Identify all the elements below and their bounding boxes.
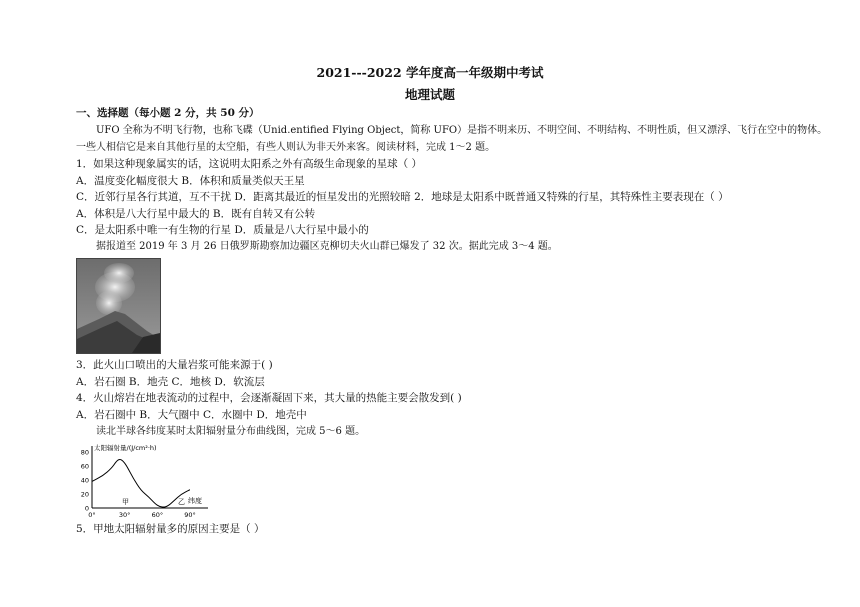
y-tick-label: 0 bbox=[84, 504, 89, 513]
y-tick-label: 40 bbox=[80, 476, 89, 485]
x-axis-label: 纬度 bbox=[188, 497, 202, 505]
section-heading: 一、选择题（每小题 2 分，共 50 分） bbox=[76, 107, 260, 119]
question-1-options-cd-question-2: C．近邻行星各行其道，互不干扰 D．距离其最近的恒星发出的光照较暗 2．地球是太阳系中既普通又特殊的行星，其特殊性主要表现在（ ） bbox=[76, 191, 729, 203]
question-4-options: A．岩石圈中 B．大气圈中 C．水圈中 D．地壳中 bbox=[76, 409, 307, 421]
question-1: 1．如果这种现象属实的话，这说明太阳系之外有高级生命现象的星球（ ） bbox=[76, 158, 423, 170]
x-tick-label: 60° bbox=[151, 511, 164, 519]
y-tick-label: 80 bbox=[80, 448, 89, 457]
y-ticks bbox=[81, 449, 89, 513]
intro-line-1: UFO 全称为不明飞行物，也称飞碟（Unid.entified Flying Object，简称 UFO）是指不明来历、不明空间、不明结构、不明性质，但又漂浮、飞行在空中的物体。 bbox=[96, 125, 828, 136]
intro-radiation: 读北半球各纬度某时太阳辐射量分布曲线图，完成 5～6 题。 bbox=[96, 426, 366, 437]
chart-title: 太阳辐射量/(J/cm²·h) bbox=[94, 444, 157, 452]
radiation-chart bbox=[70, 440, 230, 520]
radiation-curve bbox=[92, 459, 190, 507]
x-ticks bbox=[88, 511, 195, 519]
x-tick-label: 90° bbox=[184, 511, 196, 519]
intro-volcano: 据报道至 2019 年 3 月 26 日俄罗斯勘察加边疆区克柳切夫火山群已爆发了 32 次。据此完成 3～4 题。 bbox=[96, 241, 558, 252]
page-subtitle: 地理试题 bbox=[404, 87, 455, 102]
volcano-photo bbox=[76, 258, 161, 354]
question-3-options: A．岩石圈 B．地壳 C．地核 D．软流层 bbox=[76, 376, 265, 388]
question-2-options-cd: C．是太阳系中唯一有生物的行星 D．质量是八大行星中最小的 bbox=[76, 224, 369, 236]
annotation-yi: 乙 bbox=[178, 498, 185, 506]
annotation-jia: 甲 bbox=[122, 498, 129, 506]
x-tick-label: 0° bbox=[88, 511, 96, 519]
question-2-options-ab: A．体积是八大行星中最大的 B．既有自转又有公转 bbox=[76, 208, 316, 220]
question-1-options-ab: A．温度变化幅度很大 B．体积和质量类似天王星 bbox=[76, 175, 305, 187]
y-tick-label: 60 bbox=[80, 462, 89, 471]
question-4: 4．火山熔岩在地表流动的过程中，会逐渐凝固下来，其大量的热能主要会散发到( ) bbox=[76, 392, 462, 404]
question-5: 5．甲地太阳辐射量多的原因主要是（ ） bbox=[76, 523, 265, 535]
page-title: 2021---2022 学年度高一年级期中考试 bbox=[316, 65, 544, 80]
intro-line-2: 一些人相信它是来自其他行星的太空船，有些人则认为非天外来客。阅读材料，完成 1～2 题。 bbox=[76, 142, 496, 153]
volcano-image bbox=[77, 259, 160, 353]
question-3: 3．此火山口喷出的大量岩浆可能来源于( ) bbox=[76, 359, 273, 371]
x-tick-label: 30° bbox=[118, 511, 131, 519]
y-tick-label: 20 bbox=[80, 490, 89, 499]
